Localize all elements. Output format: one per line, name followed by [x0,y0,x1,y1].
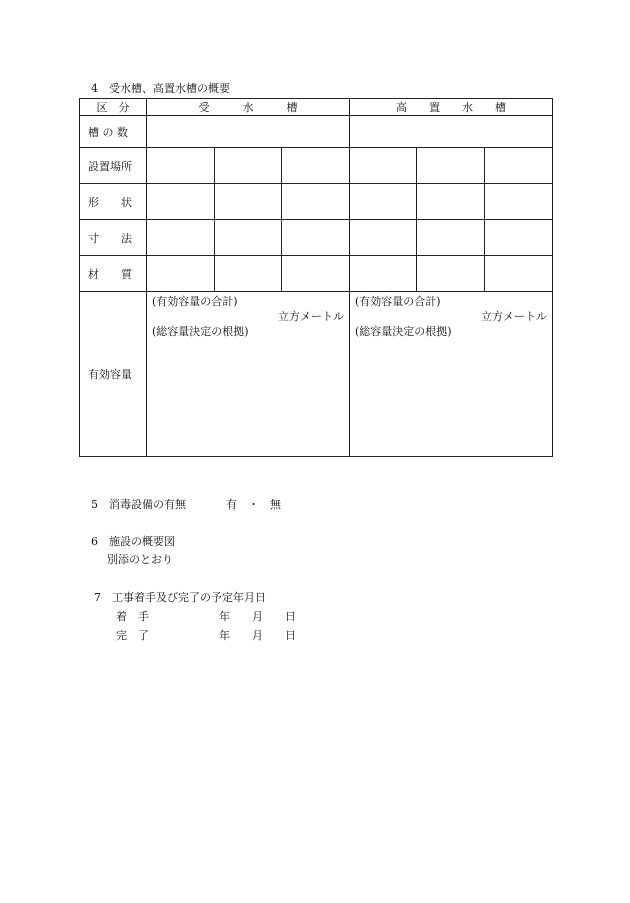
receiving-tank-count-field[interactable] [147,116,350,148]
elevated-tank-capacity-cell[interactable] [350,292,553,457]
table-cell[interactable] [350,220,417,256]
dimensions-label: 寸 法 [80,220,147,256]
tank-count-row [80,116,553,148]
table-cell[interactable] [147,148,215,184]
disinfection-options[interactable]: 有 ・ 無 [226,498,281,511]
cubic-meter-unit: 立方メートル [278,310,345,323]
elevated-tank-count-field[interactable] [350,116,553,148]
table-cell[interactable] [215,184,282,220]
table-cell[interactable] [350,256,417,292]
table-cell[interactable] [417,148,485,184]
shape-row [80,184,553,220]
header-receiving-tank: 受 水 槽 [147,99,350,116]
table-cell[interactable] [282,148,350,184]
material-row [80,256,553,292]
table-cell[interactable] [485,184,553,220]
capacity-basis-label: (総容量決定の根拠) [355,325,452,338]
header-elevated-tank: 高 置 水 槽 [350,99,553,116]
table-cell[interactable] [147,220,215,256]
table-cell[interactable] [485,256,553,292]
table-cell[interactable] [282,220,350,256]
total-capacity-label: (有効容量の合計) [152,295,238,308]
receiving-tank-capacity-cell[interactable] [147,292,350,457]
table-cell[interactable] [350,184,417,220]
table-cell[interactable] [485,220,553,256]
table-cell[interactable] [417,256,485,292]
finish-date-field[interactable]: 年 月 日 [219,629,296,642]
dimensions-row [80,220,553,256]
total-capacity-label: (有効容量の合計) [355,295,441,308]
table-cell[interactable] [215,256,282,292]
capacity-row [80,292,553,457]
shape-label: 形 状 [80,184,147,220]
capacity-basis-label: (総容量決定の根拠) [152,325,249,338]
table-cell[interactable] [282,184,350,220]
tank-count-label: 槽 の 数 [80,116,147,148]
start-date-field[interactable]: 年 月 日 [219,610,296,623]
material-label: 材 質 [80,256,147,292]
capacity-label: 有効容量 [80,292,147,457]
section-7-title: 7 工事着手及び完了の予定年月日 [94,591,266,604]
table-cell[interactable] [147,256,215,292]
location-label: 設置場所 [80,148,147,184]
start-label: 着 手 [116,610,149,623]
table-cell[interactable] [215,148,282,184]
finish-label: 完 了 [116,629,149,642]
table-cell[interactable] [417,220,485,256]
table-cell[interactable] [350,148,417,184]
section-6-body: 別添のとおり [107,553,173,566]
table-cell[interactable] [485,148,553,184]
table-cell[interactable] [147,184,215,220]
table-cell[interactable] [215,220,282,256]
section-6-title: 6 施設の概要図 [91,535,175,548]
water-tank-table [79,98,553,457]
table-header-row [80,99,553,116]
table-cell[interactable] [417,184,485,220]
header-kubun: 区 分 [80,99,147,116]
section-5-title: 5 消毒設備の有無 [91,498,186,511]
section-4-title: 4 受水槽、高置水槽の概要 [91,82,230,95]
location-row [80,148,553,184]
cubic-meter-unit: 立方メートル [481,310,548,323]
table-cell[interactable] [282,256,350,292]
